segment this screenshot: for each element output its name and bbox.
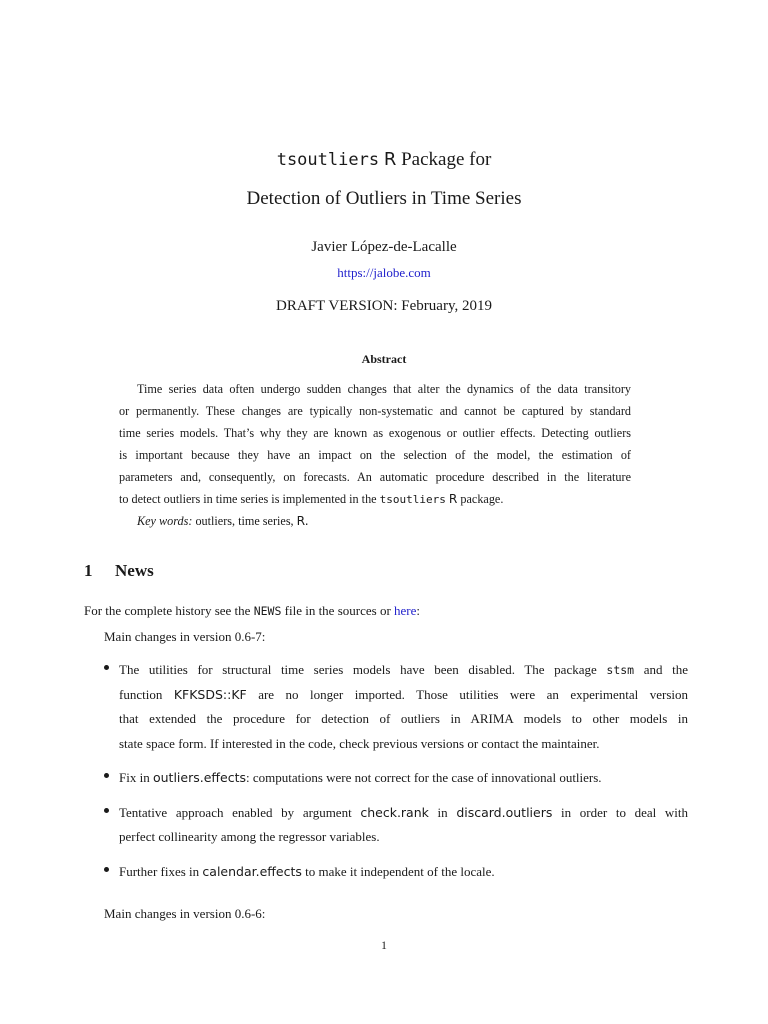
bullet-text: in order to deal with (561, 804, 689, 820)
intro-paragraph (84, 601, 420, 621)
section-number: 1 (84, 561, 93, 580)
abstract-line: is important because they have an impact on the selection of the model, the estimation of (119, 448, 631, 462)
argument-check-rank: check.rank (360, 804, 429, 820)
changes-list (104, 658, 688, 884)
bullet-text: Further fixes in (119, 863, 200, 879)
here-link[interactable]: here (394, 603, 417, 618)
abstract-last-suffix: package. (460, 492, 504, 506)
bullet-text: function (119, 686, 163, 702)
bullet-icon (104, 773, 109, 778)
package-name: tsoutliers (276, 150, 380, 170)
bullet-text: Fix in (119, 770, 150, 785)
keywords-label: Key words: (137, 514, 193, 528)
abstract-heading: Abstract (361, 352, 407, 366)
bullet-text: : computations were not correct for the case of innovational outliers. (245, 770, 602, 785)
abstract-line: parameters and, consequently, on forecasts. An automatic procedure described in the literature (119, 470, 631, 484)
news-file-name: NEWS (253, 604, 282, 618)
bullet-text: The utilities for structural time series models have been disabled. The package (119, 662, 597, 677)
bullet-icon (104, 665, 109, 670)
intro-suffix: : (416, 603, 421, 618)
function-kfksds-kf: KFKSDS::KF (173, 686, 247, 702)
function-calendar-effects: calendar.effects (202, 863, 302, 879)
abstract-last-prefix: to detect outliers in time series is implemented in the (119, 492, 377, 506)
bullet-line: perfect collinearity among the regressor variables. (119, 829, 380, 844)
bullet-line (119, 658, 688, 683)
intro-middle: file in the sources or (284, 603, 391, 618)
bullet-text: to make it independent of the locale. (305, 863, 495, 879)
function-discard-outliers: discard.outliers (456, 804, 553, 820)
package-stsm: stsm (606, 663, 635, 677)
abstract-line-last (119, 488, 631, 510)
bullet-line: that extended the procedure for detection of outliers in ARIMA models to other models in (119, 711, 688, 726)
r-label: R (383, 149, 397, 170)
abstract-package-name: tsoutliers (379, 493, 446, 506)
section-heading (84, 559, 154, 583)
list-item (104, 766, 688, 791)
bullet-icon (104, 867, 109, 872)
list-item (104, 658, 688, 756)
paper-title-line-1 (0, 148, 768, 172)
abstract-line: or permanently. These changes are typically non-systematic and cannot be captured by standard (119, 404, 631, 418)
keywords-r: R. (296, 514, 309, 528)
paper-title-line-2: Detection of Outliers in Time Series (246, 188, 522, 209)
abstract-line: Time series data often undergo sudden changes that alter the dynamics of the data transitory (137, 382, 631, 396)
bullet-text: in (437, 804, 448, 820)
keywords-text: outliers, time series, (195, 514, 294, 528)
abstract-line: time series models. That’s why they are known as exogenous or outlier effects. Detecting outliers (119, 426, 631, 440)
intro-prefix: For the complete history see the (84, 603, 251, 618)
bullet-line: state space form. If interested in the code, check previous versions or contact the maintainer. (119, 735, 600, 751)
bullet-line (119, 801, 688, 826)
bullet-text: and the (643, 662, 689, 677)
bullet-text: Tentative approach enabled by argument (119, 804, 352, 820)
main-changes-heading: Main changes in version 0.6-7: (104, 629, 266, 644)
bullet-text: are no longer imported. Those utilities were an experimental version (258, 686, 688, 702)
abstract-body (119, 378, 631, 532)
bullet-line (119, 683, 688, 708)
author-url-link[interactable]: https://jalobe.com (337, 265, 431, 280)
bullet-icon (104, 808, 109, 813)
bullet-line (119, 766, 688, 791)
page-number: 1 (381, 940, 387, 952)
function-outliers-effects: outliers.effects (152, 770, 246, 785)
abstract-r-label: R (448, 492, 458, 506)
draft-version: DRAFT VERSION: February, 2019 (276, 298, 492, 314)
author: Javier López-de-Lacalle (311, 239, 457, 255)
keywords (119, 510, 631, 532)
bullet-line (119, 860, 688, 885)
main-changes-heading-2: Main changes in version 0.6-6: (104, 906, 266, 921)
title-suffix: Package for (401, 149, 492, 170)
section-title: News (115, 561, 154, 580)
list-item (104, 801, 688, 850)
list-item (104, 860, 688, 885)
